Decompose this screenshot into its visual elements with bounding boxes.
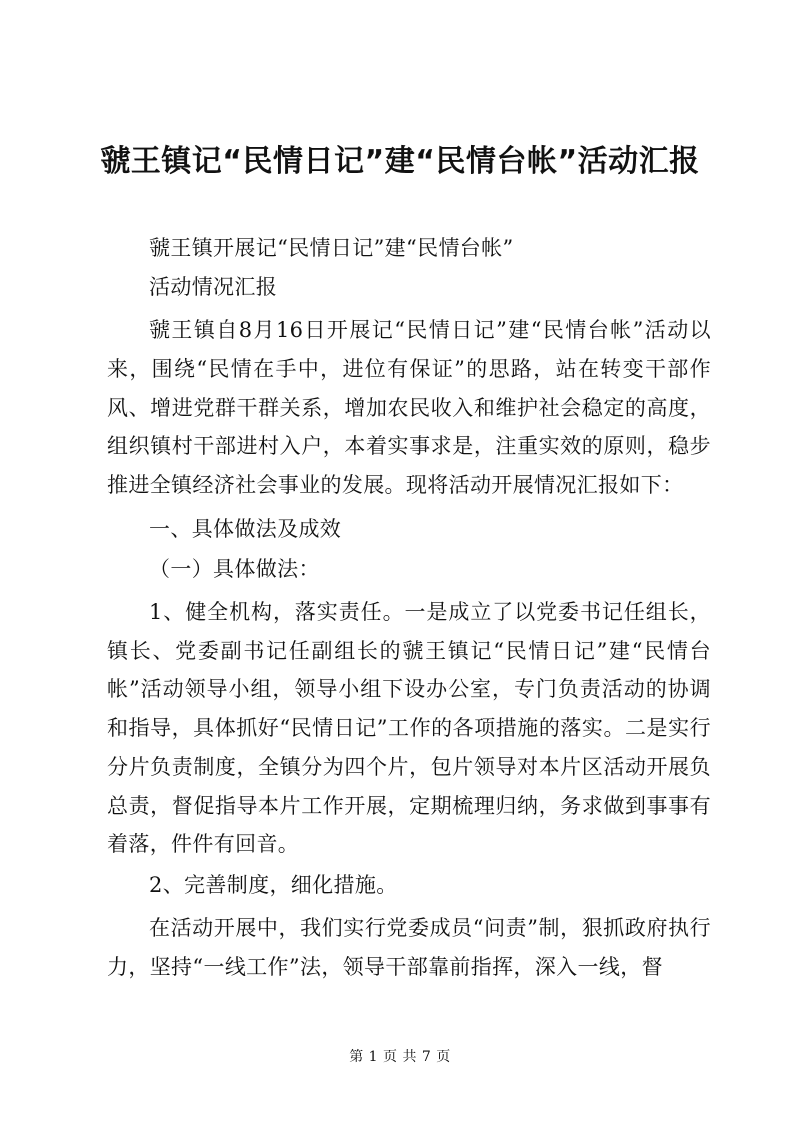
- page-number-footer: 第 1 页 共 7 页: [349, 1049, 451, 1065]
- document-title: 虢王镇记“民情日记”建“民情台帐”活动汇报: [100, 144, 700, 179]
- subtitle-line-2: 活动情况汇报: [149, 275, 278, 299]
- paragraph-intro: 虢王镇自8月16日开展记“民情日记”建“民情台帐”活动以来，围绕“民情在手中，进位有保证”的思路，站在转变干部作风、增进党群干群关系，增加农民收入和维护社会稳定的高度，组织镇村干部进村入户，本着实事求是，注重实效的原则，稳步推进全镇经济社会事业的发展。现将活动开展情况汇报如下：: [107, 318, 711, 498]
- paragraph-organization: 1、健全机构，落实责任。一是成立了以党委书记任组长，镇长、党委副书记任副组长的虢王镇记“民情日记”建“民情台帐”活动领导小组，领导小组下设办公室，专门负责活动的协调和指导，具体抓好“民情日记”工作的各项措施的落实。二是实行分片负责制度，全镇分为四个片，包片领导对本片区活动开展负总责，督促指导本片工作开展，定期梳理归纳，务求做到事事有着落，件件有回音。: [107, 600, 711, 857]
- section-heading-2: （一）具体做法：: [149, 557, 320, 581]
- section-heading-1: 一、具体做法及成效: [149, 517, 342, 541]
- section-heading-3: 2、完善制度，细化措施。: [149, 873, 398, 897]
- subtitle-line-1: 虢王镇开展记“民情日记”建“民情台帐”: [149, 236, 514, 260]
- paragraph-measures: 在活动开展中，我们实行党委成员“问责”制，狠抓政府执行力，坚持“一线工作”法，领导干部靠前指挥，深入一线，督: [107, 916, 711, 979]
